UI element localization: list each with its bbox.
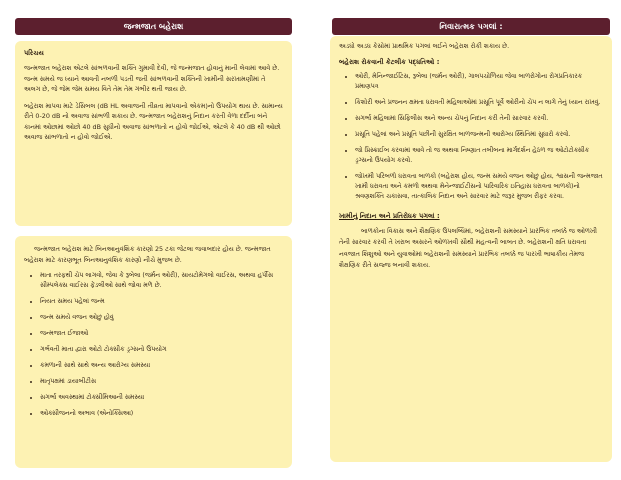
- cause-item: • જન્મ સમયે વજન ઓછું હોવું: [40, 313, 283, 323]
- prevention-item: • જો પ્રિસ્ક્રાઈબ કરવામાં આવે તો જ અથવા નિષ્ણાત તબીબના માર્ગદર્શન હેઠળ જ ઓટોટોક્સીક ડ્રગ્સનો ઉપયોગ કરવો.: [355, 146, 603, 166]
- intro-box: [15, 41, 292, 226]
- causes-box: [15, 236, 292, 468]
- prevention-intro: અડધો અડધ કેસોમાં પ્રાથમિક પગલાં લઈને બહેરાશ રોકી શકાય છે.: [339, 42, 510, 50]
- intro-paragraph-2: બહેરાશ માપવા માટે ડેસિબલ (dB HL અવાજની તીવ્રતા માપવાનો એકમ)નો ઉપયોગ થાય છે. સામાન્ય રીતે 0-20 dB નો અવાજ સાંભળી શકાય છે. જન્મજાત બહેરાશનું નિદાન કરતી વેળા દર્દીના બંને કાનમાં ઓછામાં ઓછો 40 dB સુધીનો અવાજ સાંભળાતો ન હોવો જોઈએ, એટલે કે 40 dB થી ઓછો અવાજ સાંભળાતો ન હોવો જોઈએ.: [24, 101, 283, 141]
- cause-item: • સગર્ભા અવસ્થામાં ટોક્સીમિઆની સમસ્યા: [40, 393, 283, 403]
- early-detection-title: ખામીનું નિદાન અને પ્રતિરોધક પગલાં :: [339, 211, 440, 220]
- early-detection-text: બાળકોના વિકાસ અને શૈક્ષણિક ઉપલબ્ધિમાં, બહેરાશની સમસ્યાને પ્રારંભિક તબક્કે જ ઓળખી તેની સારવાર કરવી તે ખરાબ અસરને ઓળખવી સૌથી મહત્વની બાબત છે. બહેરાશની ક્ષતિ ધરાવતા નવજાત શિશુઓ અને યુવાઓમાં બહેરાશની સમસ્યાને પ્રારંભિક તબક્કે જ પારખી ભાષાકીય તેમજ શૈક્ષણિક રીતે સજ્જ બનાવી શકાય.: [339, 226, 598, 269]
- intro-title: પરિચય: [24, 49, 44, 57]
- cause-item: • કમળાની સાથે સાથે અન્ય આરોગ્ય સમસ્યા: [40, 361, 283, 371]
- cause-item: • જન્મજાત ઈજાઓ: [40, 329, 283, 339]
- cause-item: • ઓક્સીજનનો અભાવ (એનોક્સિઆ): [40, 409, 283, 419]
- prevention-box: [330, 36, 612, 462]
- prevention-item: • જોખમી પરિબળો ધરાવતા બાળકો (બહેરાશ હોય, જન્મ સમયે વજન ઓછું હોય, શ્વાસની જન્મજાત ખામી ધરાવતા અને કમળો અથવા મેનેન્જાઈટીસનો પારિવારિક ઇતિહાસ ધરાવતા બાળકો)નો શ્રવણશક્તિ ચકાસવા, તાત્કાલિક નિદાન અને સારવાર માટે જરૂર મુજબ રીફર કરવા.: [355, 172, 603, 202]
- cause-item: • નિયત સમય પહેલાં જન્મ: [40, 297, 283, 307]
- causes-intro: જન્મજાત બહેરાશ માટે બિનઆનુવંશિક કારણો 25 ટકા જેટલા જવાબદાર હોય છે. જન્મજાત બહેરાશ માટે કારણભૂત બિનઆનુવંશિક કારણો નીચે મુજબ છે.: [24, 245, 271, 264]
- right-header: નિવારાત્મક પગલાં :: [332, 18, 610, 35]
- left-header: જન્મજાત બહેરાશ: [15, 18, 292, 35]
- left-column: [0, 0, 310, 480]
- cause-item: • માતૃપક્ષમાં ડાયાબીટીસ: [40, 377, 283, 387]
- cause-item: • માતા તરફથી ચેપ લાગવો, જેવા કે રૂબેલા (જર્મન ઓરી), સાયટોમેગલો વાઈરસ, અથવા હર્પીસ સીમ્પલેક્સ વાઈરસ ફેંડલીઓ સાથે જોવા મળે છે.: [40, 271, 283, 291]
- prevention-item: • કિશોરી અને પ્રજનન ક્ષમતા ધરાવતી મહિલાઓમાં પ્રસૂતિ પૂર્વે ઓરીનો ચેપ ન લાગે તેનું ધ્યાન રાખવું.: [355, 98, 603, 108]
- cause-item: • ગર્ભવતી માતા દ્વારા ઓટો ટોક્સીક ડ્રગ્સનો ઉપયોગ: [40, 345, 283, 355]
- prevention-item: • સગર્ભા મહિલામાં સિફિલીસ અને અન્ય ચેપનું નિદાન કરી તેની સારવાર કરવી.: [355, 114, 603, 124]
- right-column: [322, 0, 621, 480]
- intro-paragraph-1: જન્મજાત બહેરાશ એટલે સાંભળવાની શક્તિ ગુમાવી દેવી, જે જન્મજાત હોવાનું માની લેવામાં આવે છે. જન્મ સમયે જ ધ્યાને આવતી નબળી પડતી જતી સાંભળવાની શક્તિની ખામીની સરખામણીમાં તે અલગ છે, જે જેમ જેમ સમય વિતે તેમ તેમ ગંભીર થતી જાય છે.: [24, 64, 280, 93]
- causes-list: [24, 271, 283, 419]
- prevention-methods-title: બહેરાશ રોકવાની કેટલીક પદ્ધતિઓ :: [339, 57, 440, 66]
- prevention-item: • પ્રસૂતિ પહેલાં અને પ્રસૂતિ પછીની સુરક્ષિત બાળજન્મની આરોગ્ય સ્થિતિમાં સુધારો કરવો.: [355, 130, 603, 140]
- prevention-item: • ઓરી, મેનિન્જાઈટિસ, રૂબેલા (જર્મન ઓરી), ગાલપચોળિયા જેવા બાળરોગોના રોગપ્રતિકારક પ્રમાણપત્ર: [355, 72, 603, 92]
- prevention-list: [339, 72, 603, 202]
